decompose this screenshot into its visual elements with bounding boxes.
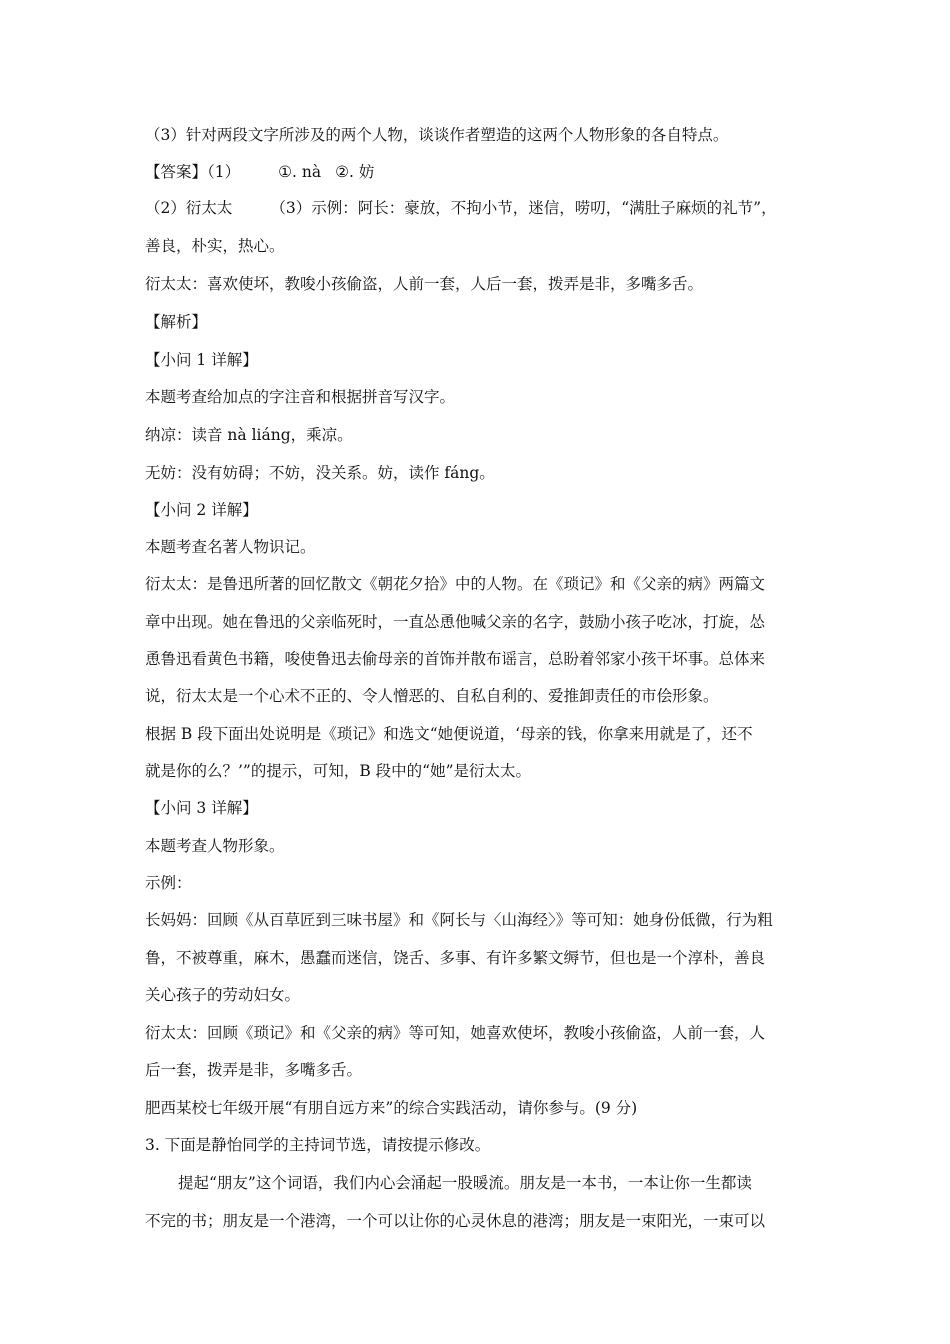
question-3-title: 3. 下面是静怡同学的主持词节选，请按提示修改。 xyxy=(145,1136,491,1154)
sub3-text-c3: 关心孩子的劳动妇女。 xyxy=(145,986,301,1004)
sub3-text-c2: 鲁，不被尊重，麻木，愚蠢而迷信，饶舌、多事、有许多繁文缛节，但也是一个淳朴，善良 xyxy=(145,949,766,967)
answer-line-1 xyxy=(145,160,374,182)
sub1-text-b: 纳凉：读音 nà liáng，乘凉。 xyxy=(145,426,353,444)
sub3-text-a: 本题考查人物形象。 xyxy=(145,837,285,855)
sub1-text-c: 无妨：没有妨碍；不妨，没关系。妨，读作 fáng。 xyxy=(145,464,495,482)
sub2-text-b1: 衍太太：是鲁迅所著的回忆散文《朝花夕拾》中的人物。在《琐记》和《父亲的病》两篇文 xyxy=(145,575,766,593)
sub2-text-c1: 根据 B 段下面出处说明是《琐记》和选文“她便说道，‘母亲的钱，你拿来用就是了，还不 xyxy=(145,725,753,743)
passage-line-2: 不完的书；朋友是一个港湾，一个可以让你的心灵休息的港湾；朋友是一束阳光，一束可以 xyxy=(145,1212,766,1230)
sub2-text-b4: 说，衍太太是一个心术不正的、令人憎恶的、自私自利的、爱推卸责任的市侩形象。 xyxy=(145,687,719,705)
sub2-text-c2: 就是你的么？’”的提示，可知，B 段中的“她”是衍太太。 xyxy=(145,762,532,780)
sub3-text-d2: 后一套，拨弄是非，多嘴多舌。 xyxy=(145,1061,363,1079)
sub2-text-a: 本题考查名著人物识记。 xyxy=(145,538,316,556)
answer-heading: 【答案】（1） xyxy=(145,163,241,181)
sub3-text-b: 示例： xyxy=(145,874,192,892)
sub2-text-b2: 章中出现。她在鲁迅的父亲临死时，一直怂恿他喊父亲的名字，鼓励小孩子吃冰，打旋，怂 xyxy=(145,613,766,631)
analysis-heading: 【解析】 xyxy=(145,313,208,331)
sub2-text-b3: 恿鲁迅看黄色书籍，唆使鲁迅去偷母亲的首饰并散布谣言，总盼着邻家小孩干坏事。总体来 xyxy=(145,650,766,668)
answer-3: （3）示例：阿长：豪放，不拘小节，迷信，唠叨，“满肚子麻烦的礼节”， xyxy=(270,199,777,217)
sub-question-3-heading: 【小问 3 详解】 xyxy=(145,799,258,817)
sub-question-1-heading: 【小问 1 详解】 xyxy=(145,351,258,369)
answer-2: （2）衍太太 xyxy=(145,199,233,217)
answer-1b: ②. 妨 xyxy=(335,163,375,181)
answer-1a: ①. nà xyxy=(278,163,322,181)
sub3-text-c1: 长妈妈：回顾《从百草匠到三味书屋》和《阿长与〈山海经〉》等可知：她身份低微，行为粗 xyxy=(145,911,773,929)
sub-question-2-heading: 【小问 2 详解】 xyxy=(145,501,258,519)
activity-intro: 肥西某校七年级开展“有朋自远方来”的综合实践活动，请你参与。(9 分) xyxy=(145,1099,638,1117)
sub1-text-a: 本题考查给加点的字注音和根据拼音写汉字。 xyxy=(145,388,456,406)
answer-4: 衍太太：喜欢使坏，教唆小孩偷盗，人前一套，人后一套，拨弄是非，多嘴多舌。 xyxy=(145,275,704,293)
sub3-text-d1: 衍太太：回顾《琐记》和《父亲的病》等可知，她喜欢使坏，教唆小孩偷盗，人前一套，人 xyxy=(145,1024,766,1042)
answer-line-2 xyxy=(145,196,777,218)
question-3-prompt: （3）针对两段文字所涉及的两个人物，谈谈作者塑造的这两个人物形象的各自特点。 xyxy=(145,126,729,144)
passage-line-1: 提起“朋友”这个词语，我们内心会涌起一股暖流。朋友是一本书，一本让你一生都读 xyxy=(178,1174,752,1192)
answer-3-cont: 善良，朴实，热心。 xyxy=(145,237,285,255)
